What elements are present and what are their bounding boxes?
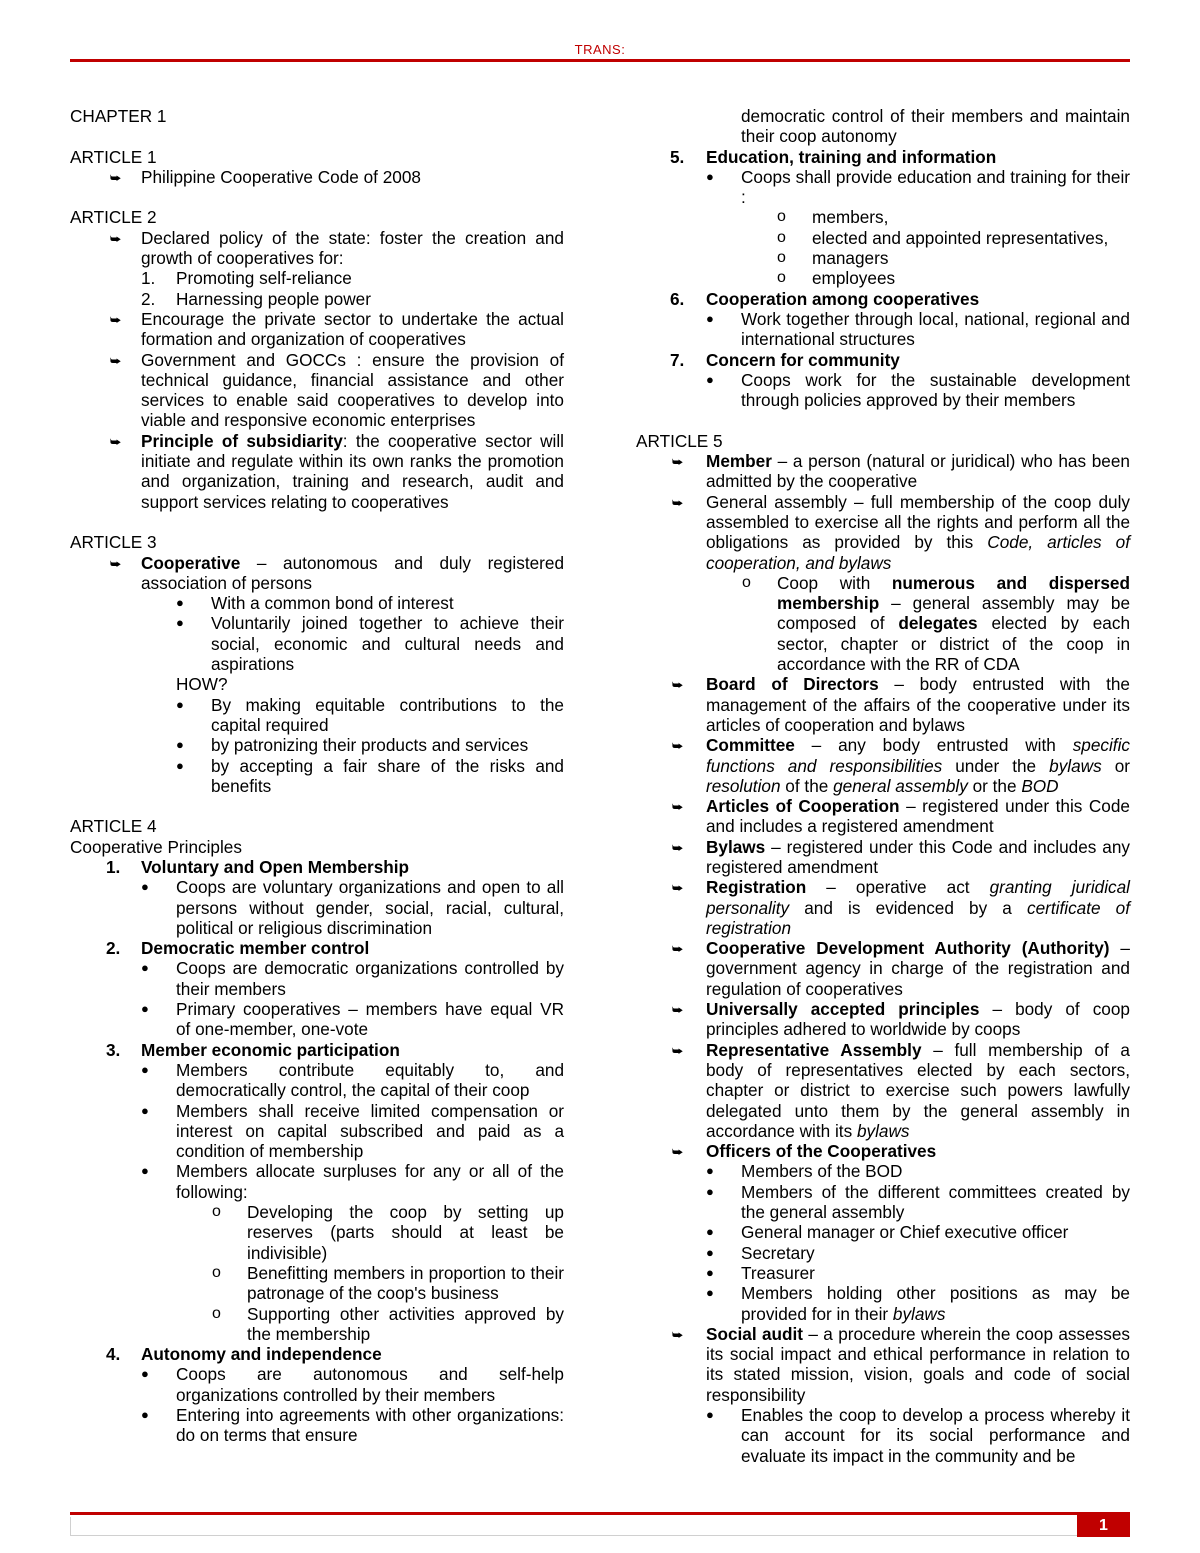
bullet-item: ● Members allocate surpluses for any or all of the following: [141, 1161, 564, 1202]
bullet-item: ● Enables the coop to develop a process whereby it can account for its social performance and evaluate its impact in the community and be [706, 1405, 1130, 1466]
article-4-heading: ARTICLE 4 [70, 816, 157, 837]
sub-bullet-item: o Developing the coop by setting up reserves (parts should at least be indivisible) [212, 1202, 564, 1263]
bullet-item: ● Secretary [706, 1242, 815, 1263]
article-5-heading: ARTICLE 5 [636, 430, 723, 451]
list-item: ⮩ Representative Assembly – full membership of a body of representatives elected by each sectors, chapter or district to exercise such powers lawfully delegated unto them by the general assembly in accordance with its bylaws [672, 1039, 1130, 1141]
footer-rule [70, 1512, 1130, 1515]
bullet-dot-icon: ● [141, 1001, 149, 1017]
bullet-dot-icon: ● [176, 737, 184, 753]
arrowhead-bullet-icon: ⮩ [110, 556, 122, 571]
header-rule [70, 59, 1130, 62]
list-item: ⮩ Registration – operative act granting juridical personality and is evidenced by a certificate of registration [672, 877, 1131, 938]
arrowhead-bullet-icon: ⮩ [672, 881, 684, 896]
bullet-item: ● Members contribute equitably to, and democratically control, the capital of their coop [141, 1059, 564, 1101]
list-item: ⮩ Encourage the private sector to undertake the actual formation and organization of cooperatives [110, 308, 564, 350]
bullet-item: ● Coops shall provide education and training for their : [706, 166, 1130, 208]
sub-bullet-item: o managers [777, 248, 889, 269]
bullet-item: ● General manager or Chief executive officer [706, 1222, 1069, 1243]
bullet-item: ● by patronizing their products and services [176, 735, 529, 756]
bullet-item: ● Members of the BOD [706, 1161, 903, 1182]
principle-heading: 7. Concern for community [670, 349, 900, 370]
list-item: ⮩ General assembly – full membership of the coop duly assembled to exercise all the rights and perform all the obligations as provided by this Code, articles of cooperation, and bylaws [672, 491, 1130, 573]
header-title: TRANS: [574, 42, 626, 57]
bullet-item: ● Coops are democratic organizations controlled by their members [141, 958, 564, 999]
how-label: HOW? [176, 674, 228, 695]
list-item: ⮩ Universally accepted principles – body of coop principles adhered to worldwide by coops [672, 999, 1130, 1040]
list-item: ⮩ Member – a person (natural or juridical) who has been admitted by the cooperative [672, 451, 1130, 492]
bullet-item: ● Coops are voluntary organizations and open to all persons without gender, social, racial, cultural, political or religious discrimination [141, 877, 564, 938]
bullet-item: ● Members holding other positions as may be provided for in their bylaws [706, 1283, 1130, 1324]
bullet-dot-icon: ● [141, 1061, 149, 1077]
hollow-circle-bullet-icon: o [212, 1263, 221, 1281]
bullet-dot-icon: ● [176, 696, 184, 712]
bullet-dot-icon: ● [706, 1244, 714, 1260]
bullet-dot-icon: ● [141, 960, 149, 976]
principle-heading: 6. Cooperation among cooperatives [670, 288, 980, 309]
principle-heading: 5. Education, training and information [670, 146, 997, 167]
hollow-circle-bullet-icon: o [212, 1304, 221, 1322]
list-item: ⮩ Committee – any body entrusted with specific functions and responsibilities under the bylaws or resolution of the general assembly or the BOD [672, 735, 1130, 796]
sub-bullet-item: o Coop with numerous and dispersed membership – general assembly may be composed of delegates elected by each sector, chapter or district of the coop in accordance with the RR of CDA [742, 572, 1131, 675]
bullet-dot-icon: ● [176, 615, 184, 631]
bullet-item: ● With a common bond of interest [176, 593, 454, 614]
list-item: ⮩ Board of Directors – body entrusted with the management of the affairs of the cooperative under its articles of cooperation and bylaws [672, 674, 1130, 735]
left-column [70, 106, 564, 1446]
arrowhead-bullet-icon: ⮩ [110, 312, 122, 327]
sub-bullet-item: o employees [777, 268, 896, 289]
bullet-dot-icon: ● [141, 879, 149, 895]
list-item: ⮩ Social audit – a procedure wherein the coop assesses its social impact and ethical performance in relation to its stated mission, vision, goals and code of social responsibility [672, 1323, 1131, 1405]
bullet-dot-icon: ● [141, 1407, 149, 1422]
bullet-dot-icon: ● [141, 1366, 149, 1382]
article-2-heading: ARTICLE 2 [70, 207, 157, 228]
bullet-dot-icon: ● [141, 1102, 149, 1118]
arrowhead-bullet-icon: ⮩ [672, 840, 684, 855]
arrowhead-bullet-icon: ⮩ [672, 739, 684, 754]
numbered-item: 2. Harnessing people power [141, 288, 371, 309]
sub-bullet-item: o Benefitting members in proportion to their patronage of the coop's business [212, 1262, 564, 1304]
principle-heading: 3. Member economic participation [106, 1039, 400, 1060]
bullet-dot-icon: ● [706, 1264, 714, 1280]
bullet-dot-icon: ● [141, 1163, 149, 1179]
arrowhead-bullet-icon: ⮩ [672, 1003, 684, 1018]
article-1-heading: ARTICLE 1 [70, 146, 157, 167]
bullet-item: ● Coops work for the sustainable development through policies approved by their members [706, 369, 1130, 411]
sub-bullet-item: o Supporting other activities approved by the membership [212, 1303, 564, 1344]
bullet-item: ● Work together through local, national, regional and international structures [706, 308, 1130, 350]
bullet-item: ● By making equitable contributions to the capital required [176, 694, 564, 735]
article-3-heading: ARTICLE 3 [70, 532, 157, 553]
bullet-item: ● Members of the different committees created by the general assembly [706, 1181, 1130, 1223]
arrowhead-bullet-icon: ⮩ [110, 231, 122, 246]
bullet-dot-icon: ● [176, 757, 184, 773]
arrowhead-bullet-icon: ⮩ [110, 170, 122, 185]
numbered-item: 1. Promoting self-reliance [141, 268, 352, 289]
arrowhead-bullet-icon: ⮩ [672, 942, 684, 957]
bullet-item: ● Treasurer [706, 1262, 815, 1283]
list-item: ⮩ Government and GOCCs : ensure the provision of technical guidance, financial assistance and other services to enable said cooperatives to develop into viable and responsive economic enterprises [110, 349, 564, 431]
arrowhead-bullet-icon: ⮩ [672, 1043, 684, 1058]
list-item: ⮩ Principle of subsidiarity: the cooperative sector will initiate and regulate within its own ranks the promotion and organization, training and research, audit and support services relating to cooperatives [110, 430, 564, 512]
bullet-dot-icon: ● [706, 1407, 714, 1422]
arrowhead-bullet-icon: ⮩ [672, 455, 684, 470]
hollow-circle-bullet-icon: o [777, 228, 786, 246]
bullet-dot-icon: ● [706, 371, 714, 387]
footer-box [70, 1517, 1078, 1536]
hollow-circle-bullet-icon: o [777, 208, 786, 226]
bullet-dot-icon: ● [706, 1224, 714, 1240]
bullet-dot-icon: ● [706, 1163, 714, 1179]
principle-heading: 2. Democratic member control [106, 938, 370, 959]
article-4-subtitle: Cooperative Principles [70, 836, 242, 857]
hollow-circle-bullet-icon: o [742, 573, 751, 591]
arrowhead-bullet-icon: ⮩ [672, 495, 684, 510]
bullet-item: ● by accepting a fair share of the risks and benefits [176, 755, 564, 796]
hollow-circle-bullet-icon: o [777, 269, 786, 287]
list-item: ⮩ Bylaws – registered under this Code and includes any registered amendment [672, 836, 1130, 877]
hollow-circle-bullet-icon: o [777, 249, 786, 267]
right-column [636, 106, 1130, 1466]
list-item: ⮩ Cooperative – autonomous and duly registered association of persons [110, 552, 564, 593]
list-item: ⮩ Officers of the Cooperatives [672, 1141, 937, 1162]
arrowhead-bullet-icon: ⮩ [672, 678, 684, 693]
arrowhead-bullet-icon: ⮩ [110, 434, 122, 449]
list-item: ⮩ Philippine Cooperative Code of 2008 [110, 166, 421, 187]
arrowhead-bullet-icon: ⮩ [672, 1327, 684, 1342]
bullet-item: ● Primary cooperatives – members have equal VR of one-member, one-vote [141, 999, 564, 1040]
list-item: ⮩ Cooperative Development Authority (Authority) – government agency in charge of the registration and regulation of cooperatives [672, 938, 1130, 999]
hollow-circle-bullet-icon: o [212, 1203, 221, 1221]
sub-bullet-item: o elected and appointed representatives, [777, 227, 1109, 248]
list-item: ⮩ Declared policy of the state: foster the creation and growth of cooperatives for: [110, 227, 564, 269]
principle-heading: 4. Autonomy and independence [106, 1344, 382, 1365]
bullet-item: ● Voluntarily joined together to achieve their social, economic and cultural needs and aspirations [176, 613, 564, 675]
page-number-badge: 1 [1077, 1515, 1130, 1537]
bullet-dot-icon: ● [706, 310, 714, 326]
arrowhead-bullet-icon: ⮩ [672, 1145, 684, 1160]
arrowhead-bullet-icon: ⮩ [110, 353, 122, 368]
principle-heading: 1. Voluntary and Open Membership [106, 856, 410, 877]
list-item: ⮩ Articles of Cooperation – registered under this Code and includes a registered amendment [672, 796, 1130, 837]
bullet-dot-icon: ● [706, 168, 714, 184]
bullet-dot-icon: ● [706, 1285, 714, 1301]
continued-text: democratic control of their members and maintain their coop autonomy [741, 106, 1130, 147]
sub-bullet-item: o members, [777, 207, 889, 228]
bullet-item: ● Coops are autonomous and self-help organizations controlled by their members [141, 1364, 564, 1405]
chapter-heading: CHAPTER 1 [70, 106, 167, 126]
bullet-dot-icon: ● [706, 1183, 714, 1199]
bullet-item: ● Members shall receive limited compensation or interest on capital subscribed and paid as a condition of membership [141, 1100, 564, 1162]
bullet-item: ● Entering into agreements with other organizations: do on terms that ensure [141, 1405, 564, 1446]
bullet-dot-icon: ● [176, 595, 184, 611]
arrowhead-bullet-icon: ⮩ [672, 800, 684, 815]
